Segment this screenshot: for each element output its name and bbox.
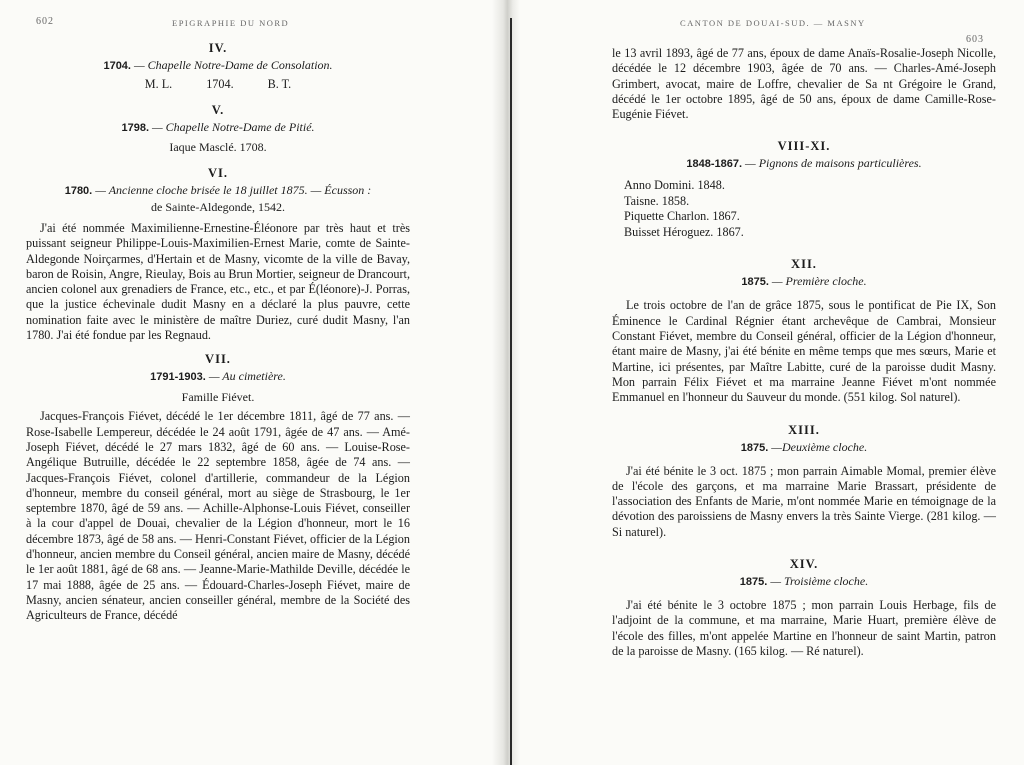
section-number-xiv: XIV. (789, 557, 819, 572)
section-body-xiii: J'ai été bénite le 3 oct. 1875 ; mon parrain Aimable Momal, premier élève de l'école des garçons, et ma marraine Marie Brassart, présidente de l'association des Enfants de Marie, m'ont nommée Marie en témoignage de la dévotion des paroissiens de Masny envers la très Sainte Vierge. (281 kilog. — Si naturel). (612, 463, 996, 539)
section-number-viii-xi: VIII-XI. (777, 139, 831, 154)
gable-line: Buisset Héroguez. 1867. (624, 224, 744, 239)
section-text-v: Iaque Masclé. 1708. (169, 140, 267, 154)
mark-2: 1704. (206, 77, 234, 91)
section-number-vii: VII. (205, 352, 231, 367)
section-body-xiv: J'ai été bénite le 3 octobre 1875 ; mon parrain Louis Herbage, fils de l'adjoint de la commune, et ma marraine, Marie Huart, première élève de l'école des filles, m'ont appelée Martine en l'honneur de saint Martin, patron de la paroisse de Masny. (165 kilog. — Ré naturel). (612, 598, 996, 658)
section-heading-xiii: 1875. —Deuxième cloche. (740, 439, 868, 454)
left-running-head: EPIGRAPHIE DU NORD (172, 18, 290, 28)
section-heading-xii: 1875. — Première cloche. (741, 274, 867, 289)
section-subtitle-vii: Famille Fiévet. (181, 390, 255, 405)
section-number-xiii: XIII. (788, 422, 820, 437)
mark-3: B. T. (267, 77, 292, 91)
gable-line: Anno Domini. 1848. (624, 178, 725, 193)
left-content (26, 40, 410, 624)
bell-marks (26, 76, 410, 92)
left-folio: 602 (36, 16, 54, 27)
section-number-iv: IV. (208, 41, 228, 55)
section-body-xii: Le trois octobre de l'an de grâce 1875, sous le pontificat de Pie IX, Son Éminence le Cardinal Régnier étant archevêque de Cambrai, Monsieur Constant Fiévet, membre du Conseil général, officier de la Légion d'honneur, étant maire de Masny, j'ai été bénite en même temps que mes sœurs, Marie et Martine, ici présentes, par Maître Labitte, curé de la paroisse dudit Masny. Mon parrain Félix Fiévet et ma marraine Jeanne Fiévet m'ont nommée Emmanuel en l'honneur du Sauveur du monde. (551 kilog. Sol naturel). (612, 298, 996, 405)
section-heading-iv: 1704. — Chapelle Notre-Dame de Consolation. (103, 58, 333, 72)
section-number-xii: XII. (791, 257, 817, 272)
section-number-v: V. (211, 103, 225, 117)
section-number-vi: VI. (207, 166, 229, 180)
gable-line: Taisne. 1858. (624, 193, 690, 208)
section-heading-xiv: 1875. — Troisième cloche. (739, 574, 869, 589)
gable-line: Piquette Charlon. 1867. (624, 209, 740, 224)
section-body-vii: Jacques-François Fiévet, décédé le 1er décembre 1811, âgé de 77 ans. — Rose-Isabelle Lempereur, décédée le 24 août 1791, âgée de 47 ans. — Amé-Joseph Fiévet, décédé le 27 mars 1832, âgé de 60 ans. — Louise-Rose-Angélique Butruille, décédée le 22 septembre 1858, âgée de 74 ans. — Jacques-François Fiévet, colonel d'artillerie, commandeur de la Légion d'honneur, membre du conseil général, mort au siège de Strasbourg, le 1er septembre 1870, âgé de 59 ans. — Achille-Alphonse-Louis Fiévet, conseiller à la cour d'appel de Douai, chevalier de la Légion d'honneur, mort le 16 décembre 1873, âgé de 58 ans. — Henri-Constant Fiévet, officier de la Légion d'honneur, ancien membre du Conseil général, ancien maire de Masny, décédé le 1er août 1881, âgé de 68 ans. — Jeanne-Marie-Mathilde Deville, décédée le 17 mai 1888, âgée de 25 ans. — Édouard-Charles-Joseph Fiévet, maire de Masny, ancien sénateur, ancien conseiller général, membre de la Société des Agriculteurs de France, décédé (26, 409, 410, 623)
right-running-head: CANTON DE DOUAI-SUD. — MASNY (680, 18, 866, 28)
right-content (612, 46, 996, 659)
section-heading-vii: 1791-1903. — Au cimetière. (150, 369, 286, 384)
section-heading-vi-cont: de Sainte-Aldegonde, 1542. (151, 200, 285, 214)
section-body-vi: J'ai été nommée Maximilienne-Ernestine-Éléonore par très haut et très puissant seigneur Philippe-Louis-Maximilien-Ernest Marie, comte de Sainte-Aldegonde Noirçarmes, d'Hertain et de Masny, vicomte de la ville de Bavay, baron de Roisin, Angre, Rieulay, Bois au Brun Mortier, seigneur de Drancourt, ancien colonel aux grenadiers de France, etc., etc., et par É(léonore)-J. Porras, que la justice échevinale dudit Masny en a déclaré la plus pauvre, cette nomination faite avec le ministère de maître Duriez, curé dudit Masny, l'an 1780. J'ai été fondue par les Regnaud. (26, 221, 410, 343)
continuation-text: le 13 avril 1893, âgé de 77 ans, époux de dame Anaïs-Rosalie-Joseph Nicolle, décédée le 12 décembre 1903, âgée de 70 ans. — Charles-Amé-Joseph Grimbert, avocat, maire de Loffre, chevalier de Sa nt Grégoire le Grand, décédé le 1er octobre 1895, âgé de 50 ans, époux de dame Camille-Rose-Eugénie Fiévet. (612, 46, 996, 122)
section-heading-viii-xi: 1848-1867. — Pignons de maisons particulières. (686, 156, 922, 171)
right-page (512, 0, 1024, 765)
right-folio: 603 (966, 34, 984, 45)
left-page (0, 0, 496, 765)
mark-1: M. L. (144, 77, 173, 91)
section-heading-vi: 1780. — Ancienne cloche brisée le 18 juillet 1875. — Écusson : (64, 183, 372, 197)
gable-inscriptions (612, 178, 996, 240)
section-heading-v: 1798. — Chapelle Notre-Dame de Pitié. (121, 120, 315, 134)
